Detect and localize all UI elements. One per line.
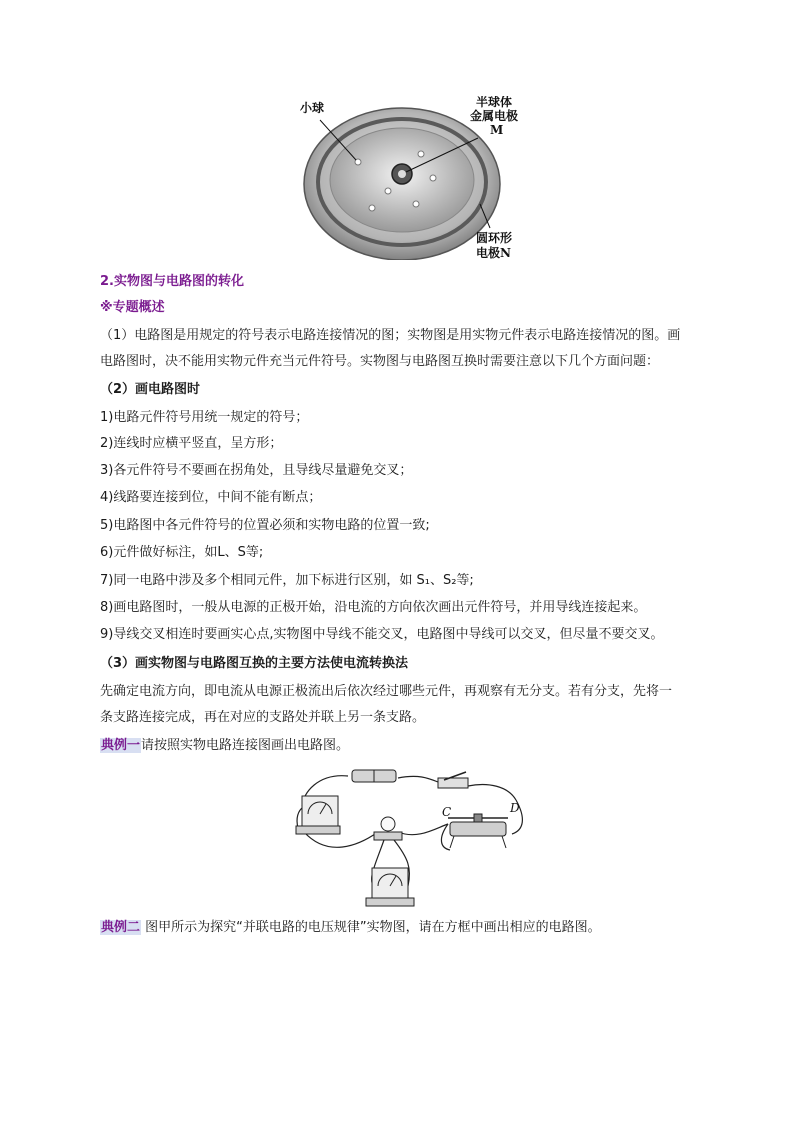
rule-item: 4)线路要连接到位，中间不能有断点； <box>100 490 322 505</box>
battery-pack <box>352 770 396 782</box>
voltmeter-left <box>296 796 340 834</box>
physical-circuit-figure <box>288 768 532 910</box>
label-electrode-m-2: 金属电极 <box>470 109 519 123</box>
rule-item: 9)导线交叉相连时要画实心点,实物图中导线不能交叉，电路图中导线可以交叉，但尽量不要交叉。 <box>100 627 664 642</box>
example-2-text: 图甲所示为探究“并联电路的电压规律”实物图，请在方框中画出相应的电路图。 <box>141 920 601 935</box>
wire <box>468 785 516 800</box>
wire <box>441 824 450 850</box>
paragraph-1-line-1: （1）电路图是用规定的符号表示电路连接情况的图；实物图是用实物元件表示电路连接情况的图。画 <box>100 328 681 343</box>
rule-item: 6)元件做好标注，如L、S等; <box>100 545 264 560</box>
label-electrode-n-1: 圆环形 <box>476 231 513 245</box>
electrode-apparatus-figure <box>298 96 528 260</box>
label-electrode-n-2: 电极N <box>476 246 511 260</box>
ball <box>413 201 419 207</box>
rule-item: 8)画电路图时，一般从电源的正极开始，沿电流的方向依次画出元件符号，并用导线连接起来。 <box>100 600 647 615</box>
rheostat <box>448 814 508 848</box>
example-1-text: 请按照实物电路连接图画出电路图。 <box>141 738 350 753</box>
lamp <box>374 817 402 840</box>
wire <box>398 824 448 835</box>
rule-item: 3)各元件符号不要画在拐角处，且导线尽量避免交叉； <box>100 463 413 478</box>
section-title: 2.实物图与电路图的转化 <box>100 274 244 289</box>
label-small-ball: 小球 <box>300 101 325 115</box>
overview-heading: ※专题概述 <box>100 300 165 315</box>
label-electrode-m-1: 半球体 <box>476 96 513 109</box>
rule-item: 7)同一电路中涉及多个相同元件，加下标进行区别，如 S₁、S₂等; <box>100 573 474 588</box>
paragraph-3-line-2: 条支路连接完成，再在对应的支路处并联上另一条支路。 <box>100 710 426 725</box>
example-1-tag: 典例一 <box>101 738 141 753</box>
wire <box>398 776 438 782</box>
example-1 <box>100 736 349 756</box>
subheading-2: （2）画电路图时 <box>100 382 201 397</box>
voltmeter-bottom <box>366 868 414 906</box>
subheading-3: （3）画实物图与电路图互换的主要方法使电流转换法 <box>100 656 409 671</box>
rule-item: 1)电路元件符号用统一规定的符号； <box>100 410 309 425</box>
rule-item: 2)连线时应横平竖直，呈方形； <box>100 436 283 451</box>
example-2-tag: 典例二 <box>101 920 141 935</box>
label-electrode-m-3: M <box>490 123 504 137</box>
ball <box>369 205 375 211</box>
paragraph-1-line-2: 电路图时，决不能用实物元件充当元件符号。实物图与电路图互换时需要注意以下几个方面问题： <box>100 354 660 369</box>
example-2 <box>100 918 601 938</box>
terminal-d-label: D <box>510 801 520 815</box>
ball <box>418 151 424 157</box>
paragraph-3-line-1: 先确定电流方向，即电流从电源正极流出后依次经过哪些元件，再观察有无分支。若有分支，先将一 <box>100 684 673 699</box>
switch <box>438 772 468 788</box>
terminal-c-label: C <box>442 805 452 819</box>
ball <box>385 188 391 194</box>
rule-item: 5)电路图中各元件符号的位置必须和实物电路的位置一致; <box>100 518 430 533</box>
ball <box>430 175 436 181</box>
